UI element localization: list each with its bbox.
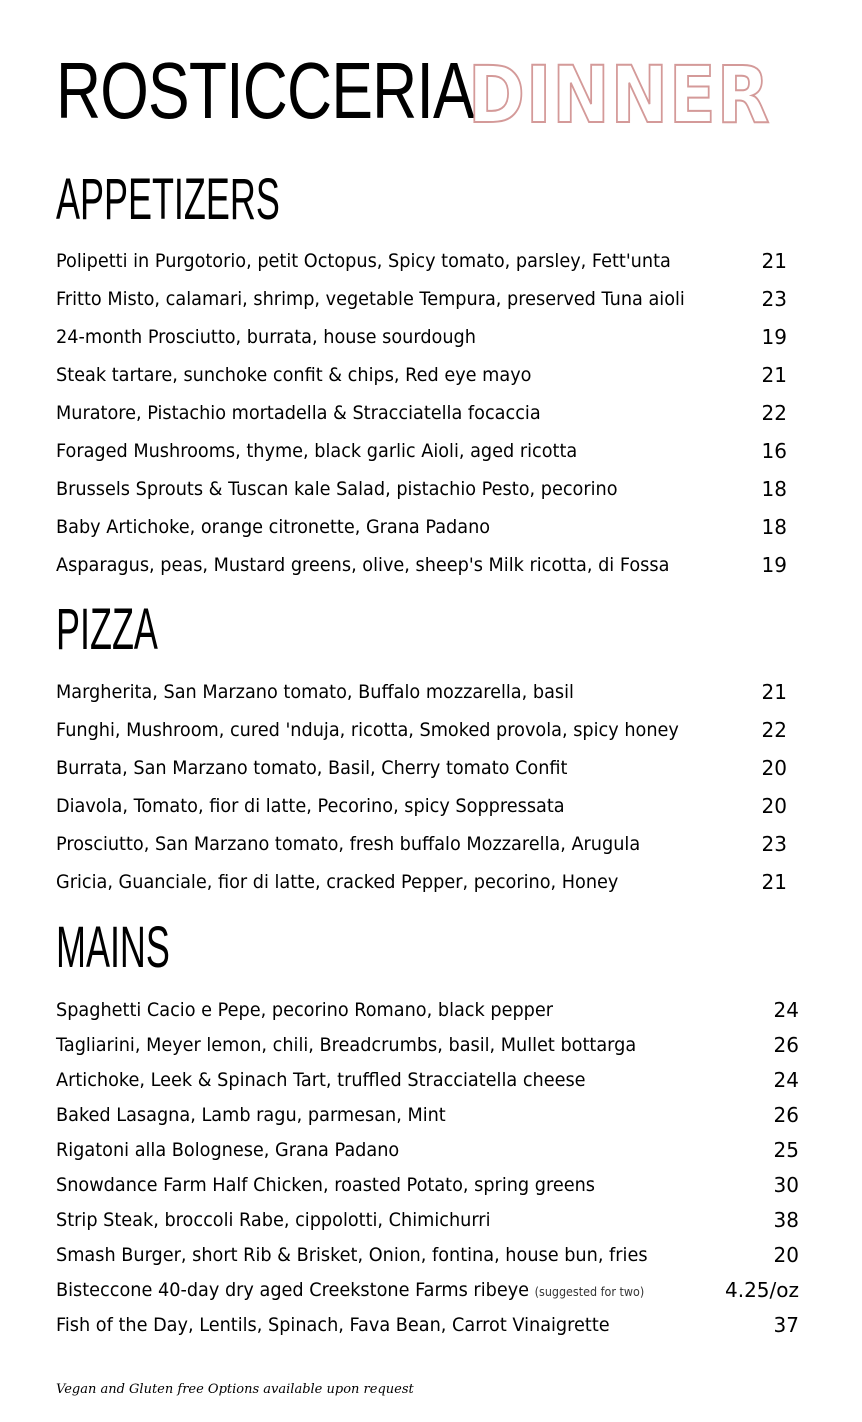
menu-item	[56, 1138, 801, 1173]
menu-item	[56, 1313, 801, 1348]
menu-item	[56, 287, 801, 325]
item-price: 18	[761, 477, 787, 501]
menu-item	[56, 553, 801, 591]
menu-item	[56, 401, 801, 439]
menu-item	[56, 325, 801, 363]
item-description: Gricia, Guanciale, fior di latte, cracked Pepper, pecorino, Honey	[56, 871, 619, 893]
item-price: 20	[761, 756, 787, 780]
item-price: 20	[773, 1243, 799, 1267]
menu-item	[56, 756, 801, 794]
item-description: Prosciutto, San Marzano tomato, fresh buffalo Mozzarella, Arugula	[56, 833, 641, 855]
item-price: 24	[773, 1068, 799, 1092]
menu-item	[56, 363, 801, 401]
item-price: 23	[761, 287, 787, 311]
item-description: Baby Artichoke, orange citronette, Grana Padano	[56, 516, 491, 538]
menu-item	[56, 439, 801, 477]
item-price: 22	[761, 718, 787, 742]
item-description: Bisteccone 40-day dry aged Creekstone Farms ribeye	[56, 1279, 530, 1301]
pizza-heading: PIZZA	[56, 597, 158, 662]
menu-item	[56, 1173, 801, 1208]
item-price: 24	[773, 998, 799, 1022]
item-description: Burrata, San Marzano tomato, Basil, Cherry tomato Confit	[56, 757, 568, 779]
item-price: 19	[761, 325, 787, 349]
item-description: Smash Burger, short Rib & Brisket, Onion, fontina, house bun, fries	[56, 1244, 648, 1266]
item-price: 30	[773, 1173, 799, 1197]
mains-heading: MAINS	[56, 915, 170, 980]
menu-item	[56, 1278, 801, 1313]
item-description: Artichoke, Leek & Spinach Tart, truffled Stracciatella cheese	[56, 1069, 586, 1091]
item-price: 4.25/oz	[724, 1278, 799, 1302]
item-description: 24-month Prosciutto, burrata, house sourdough	[56, 326, 476, 348]
menu-item	[56, 998, 801, 1033]
item-price: 21	[761, 870, 787, 894]
item-price: 21	[761, 363, 787, 387]
item-description: Polipetti in Purgotorio, petit Octopus, Spicy tomato, parsley, Fett'unta	[56, 250, 671, 272]
item-description-wrapper	[56, 1278, 644, 1304]
item-description: Tagliarini, Meyer lemon, chili, Breadcrumbs, basil, Mullet bottarga	[56, 1034, 637, 1056]
menu-type-title: DINNER	[468, 51, 771, 141]
dietary-note: Vegan and Gluten free Options available upon request	[56, 1382, 414, 1397]
mains-list	[56, 998, 801, 1348]
item-description: Strip Steak, broccoli Rabe, cippolotti, Chimichurri	[56, 1209, 491, 1231]
item-description: Margherita, San Marzano tomato, Buffalo mozzarella, basil	[56, 681, 574, 703]
item-price: 16	[761, 439, 787, 463]
item-description: Foraged Mushrooms, thyme, black garlic Aioli, aged ricotta	[56, 440, 578, 462]
item-description: Fish of the Day, Lentils, Spinach, Fava Bean, Carrot Vinaigrette	[56, 1314, 610, 1336]
item-description: Fritto Misto, calamari, shrimp, vegetable Tempura, preserved Tuna aioli	[56, 288, 685, 310]
item-description: Spaghetti Cacio e Pepe, pecorino Romano, black pepper	[56, 999, 554, 1021]
menu-item	[56, 1033, 801, 1068]
menu-header	[56, 40, 806, 150]
menu-item	[56, 1243, 801, 1278]
item-price: 25	[773, 1138, 799, 1162]
item-price: 22	[761, 401, 787, 425]
item-description: Snowdance Farm Half Chicken, roasted Potato, spring greens	[56, 1174, 596, 1196]
menu-item	[56, 718, 801, 756]
item-description: Brussels Sprouts & Tuscan kale Salad, pistachio Pesto, pecorino	[56, 478, 618, 500]
item-description: Muratore, Pistachio mortadella & Stracciatella focaccia	[56, 402, 541, 424]
item-price: 26	[773, 1033, 799, 1057]
item-price: 23	[761, 832, 787, 856]
item-note: (suggested for two)	[534, 1285, 645, 1299]
item-description: Steak tartare, sunchoke confit & chips, Red eye mayo	[56, 364, 532, 386]
item-price: 37	[773, 1313, 799, 1337]
appetizers-list	[56, 249, 801, 591]
item-description: Funghi, Mushroom, cured 'nduja, ricotta, Smoked provola, spicy honey	[56, 719, 679, 741]
item-price: 18	[761, 515, 787, 539]
menu-item	[56, 832, 801, 870]
item-price: 19	[761, 553, 787, 577]
menu-item	[56, 477, 801, 515]
item-description: Rigatoni alla Bolognese, Grana Padano	[56, 1139, 400, 1161]
menu-item	[56, 1208, 801, 1243]
menu-item	[56, 1103, 801, 1138]
restaurant-name: ROSTICCERIA	[56, 46, 474, 135]
item-description: Asparagus, peas, Mustard greens, olive, sheep's Milk ricotta, di Fossa	[56, 554, 670, 576]
item-price: 21	[761, 680, 787, 704]
item-description: Diavola, Tomato, fior di latte, Pecorino, spicy Soppressata	[56, 795, 565, 817]
item-price: 38	[773, 1208, 799, 1232]
item-price: 21	[761, 249, 787, 273]
item-price: 20	[761, 794, 787, 818]
menu-item	[56, 249, 801, 287]
menu-item	[56, 1068, 801, 1103]
menu-item	[56, 515, 801, 553]
item-description: Baked Lasagna, Lamb ragu, parmesan, Mint	[56, 1104, 446, 1126]
item-price: 26	[773, 1103, 799, 1127]
menu-item	[56, 794, 801, 832]
pizza-list	[56, 680, 801, 908]
appetizers-heading: APPETIZERS	[56, 167, 280, 232]
menu-item	[56, 870, 801, 908]
menu-item	[56, 680, 801, 718]
